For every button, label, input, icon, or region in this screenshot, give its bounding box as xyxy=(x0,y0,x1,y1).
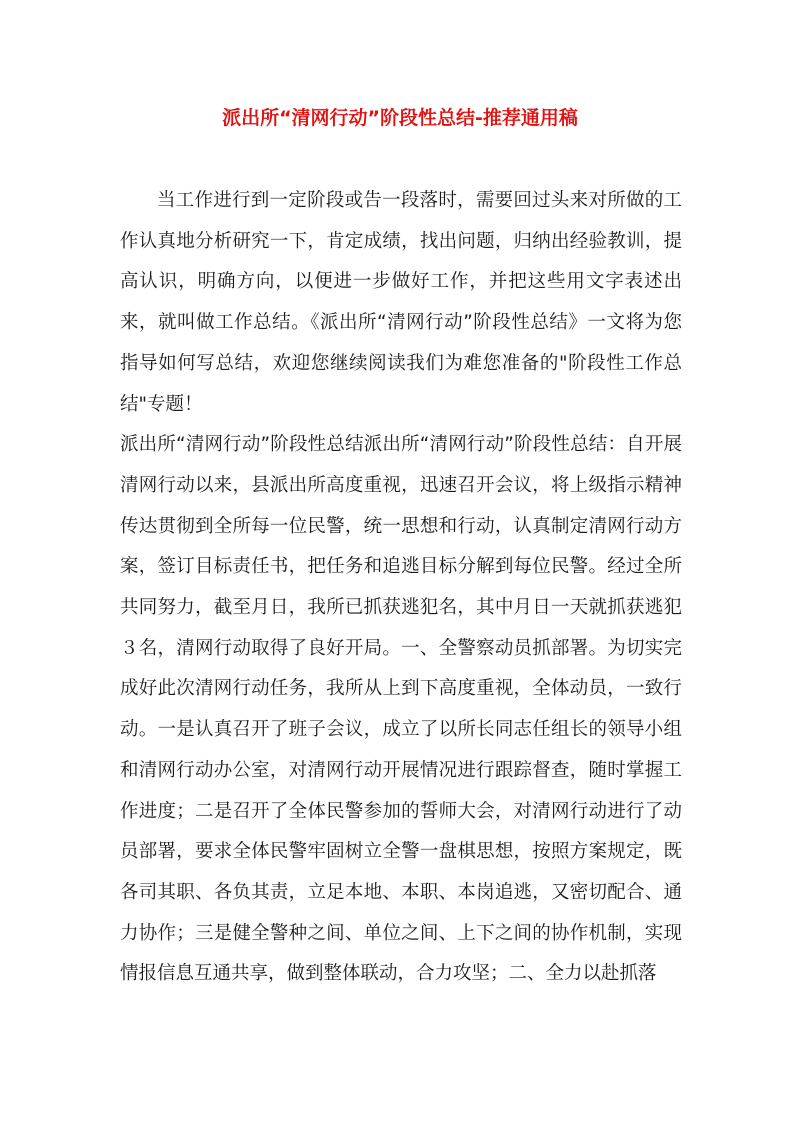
document-body xyxy=(120,181,682,995)
main-paragraph: 派出所“清网行动”阶段性总结派出所“清网行动”阶段性总结：自开展清网行动以来，县派出所高度重视，迅速召开会议，将上级指示精神传达贯彻到全所每一位民警，统一思想和行动，认真制定清网行动方案，签订目标责任书，把任务和追逃目标分解到每位民警。经过全所共同努力，截至月日，我所已抓获逃犯名，其中月日一天就抓获逃犯３名，清网行动取得了良好开局。一、全警察动员抓部署。为切实完成好此次清网行动任务，我所从上到下高度重视，全体动员，一致行动。一是认真召开了班子会议，成立了以所长同志任组长的领导小组和清网行动办公室，对清网行动开展情况进行跟踪督查，随时掌握工作进度；二是召开了全体民警参加的誓师大会，对清网行动进行了动员部署，要求全体民警牢固树立全警一盘棋思想，按照方案规定，既各司其职、各负其责，立足本地、本职、本岗追逃，又密切配合、通力协作；三是健全警种之间、单位之间、上下之间的协作机制，实现情报信息互通共享，做到整体联动，合力攻坚；二、全力以赴抓落 xyxy=(120,434,682,985)
intro-paragraph: 当工作进行到一定阶段或告一段落时，需要回过头来对所做的工作认真地分析研究一下，肯定成绩，找出问题，归纳出经验教训，提高认识，明确方向，以便进一步做好工作，并把这些用文字表述出来，就叫做工作总结。《派出所“清网行动”阶段性总结》一文将为您指导如何写总结，欢迎您继续阅读我们为难您准备的"阶段性工作总结"专题！ xyxy=(120,190,682,415)
document-title: 派出所“清网行动”阶段性总结-推荐通用稿 xyxy=(222,107,578,129)
